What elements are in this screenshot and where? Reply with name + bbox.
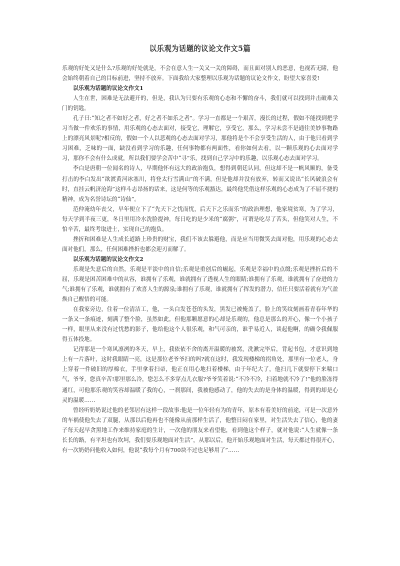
intro-paragraph: 乐观的好处又是什么?乐观的好处就是，不会在意人生一关又一关的障碍，而且面对别人的恶意，也视若无睹，他会始终朝着自己的目标前进，坚持不放弃。下面我给大家整理以乐观为话题的议论文作文，盼望大家喜爱! [62, 66, 338, 83]
section-1-paragraph: 人生在世，困难是无法避开的，但是，我认为只要有乐观的心态和不懈的奋斗，我们就可以找到并击破难关门的钥匙。 [62, 96, 338, 113]
closing-paragraph: 曾经听奶奶说过他的老邻居有这样一段故事:他是一位年轻有为的青年，原本有着美好的前途，可是一次意外的车祸使他失去了双腿，从那以后他再也不能像从前那样生活了，他整日闷在家里，对生活失去了信心，他的妻子每天起早贪黑地工作来维持家庭的生计，一次他的朋友来看望他，看到他这个样子，就对他说:“人生就像一条长长的路，有平坦也有坎坷，我们要乐观地面对生活”，从那以后，他开始乐观地面对生活，每天都过得很开心，有一次奶奶问他收入如何，他说“我每个月有700块不过也足够用了”…… [62, 407, 338, 454]
section-1-paragraph: 李白是唐朝一位闻名的诗人，早期他怀有远大的政治抱负，想得到朝廷认同，但这却不是一帆风顺的，备受打击的李白发出“欲渡黄河冰塞川，将登太行雪满山”的不满，但是他却并没有放弃，转而又说出“长风破浪会有时，直挂云帆济沧海”这样斗志昂扬的话来，这是何等的乐观豁达，最终他凭借这样乐观的心态成为了不屈不挠的精神，成为名誉诗坛的“诗仙”。 [62, 166, 338, 203]
section-2-paragraph: 记得那是一个寒风凛冽的冬天，早上，我依依不舍的离开温暖的被窝，洗漱完毕后，背起书包，才意识到地上有一片落叶，这时我眼睛一亮，这是那位老爷爷扫的吗?就在这时，我发现楼梯的拐角处，那里有一位老人，身上穿着一件破旧的厚棉衣，手里拿着扫帚，他正在用心地扫着楼梯，由于年纪大了，他扫几下就要停下来喘口气，爷爷，您真辛苦!那里那么冷，您怎么不多穿点儿衣服?爷爷笑着说:“不冷不冷，扫着地就不冷了!”他的脸冻得通红，可他那乐观的笑容却温暖了我的心，一刹那间，我被他感动了，他的失去的是身体的温暖，得到的却是心灵的温暖…… [62, 347, 338, 404]
section-1-paragraph: 挫折和困难是人生成长道路上珍贵的财宝，我们不该去躲避他，而是应当用微笑去面对他，用乐观的心态去面对他们，那么，任何困难挫折也都会迎刃而解了。 [62, 236, 338, 253]
section-heading-1: 以乐观为话题的议论文作文1 [73, 86, 144, 93]
section-1-paragraph: 范仲淹幼年丧父，早年便立下了“先天下之忧而忧，后天下之乐而乐”的政治理想，他家境贫寒，为了学习，每天学到半夜三更，冬日里用冷水洗脸提神，每日吃的是少米的“腐粥”，可谓是吃尽了苦头，但他笑对人生，不怕辛苦，最终考取进士，实现自己的抱负。 [62, 206, 338, 233]
section-2-paragraph: 在我家旁边，住着一位清洁工，他，一头白发苍苍的头发，黑发已被掩盖了，脸上的笑纹刻画着青春年华的一条又一条痕迹，刻满了整个脸，虽然如此，但他那颗愿意的心却是乐观的，他总是那么的开心，像一个小孩子一样，眼里从来没有过忧愁的影子，他给他这个人很乐观，和气可亲的，谁乎易近人，谈起他啊，的确令我佩服得五体投地。 [62, 307, 338, 344]
document-title: 以乐观为话题的议论文作文5篇 [149, 44, 251, 53]
section-heading-2: 以乐观为话题的议论文作文2 [73, 256, 144, 263]
section-1-paragraph: 孔子曰:“知之者不如好之者，好之者不如乐之者”。学习一直都是一个艰苦，漫长的过程，假如不能找到把学习当做一件欢乐的事情，用乐观的心态去面对，接受它，理解它，享受它，那么，学习未尝不是通往美妙事物路上的漂亮风景呢?相反的，假如一个人以悲观的心态去面对学习，那他将是个不会享受生活的人，由于他只看到学习困难，乏味的一面，缺没看到学习的乐趣，任何事物都有两面性，看你如何去看，以一颗乐观的心去面对学习，那你不会有什么成就，所以我们要学会苦中“寻”乐，找到自己学习中的乐趣，以乐观心态去面对学习。 [62, 116, 338, 163]
section-2-paragraph: 乐观是失意后的自然，乐观是平淡中的自信;乐观是重创后的崛起，乐观是幸福中的点缀;乐观是挫折后的不屈，乐观是困苦困难中的从容，谁拥有了乐观，谁就拥有了透视人生的眼睛;谁拥有了乐观，谁就拥有了奋进的力气;谁拥有了乐观，谁就拥有了欢喜人生的源泉;谁拥有了乐观，谁就拥有了挥发的潜力，信任只要活着就有为气盈焕自己醒悟的可能。 [62, 266, 338, 304]
